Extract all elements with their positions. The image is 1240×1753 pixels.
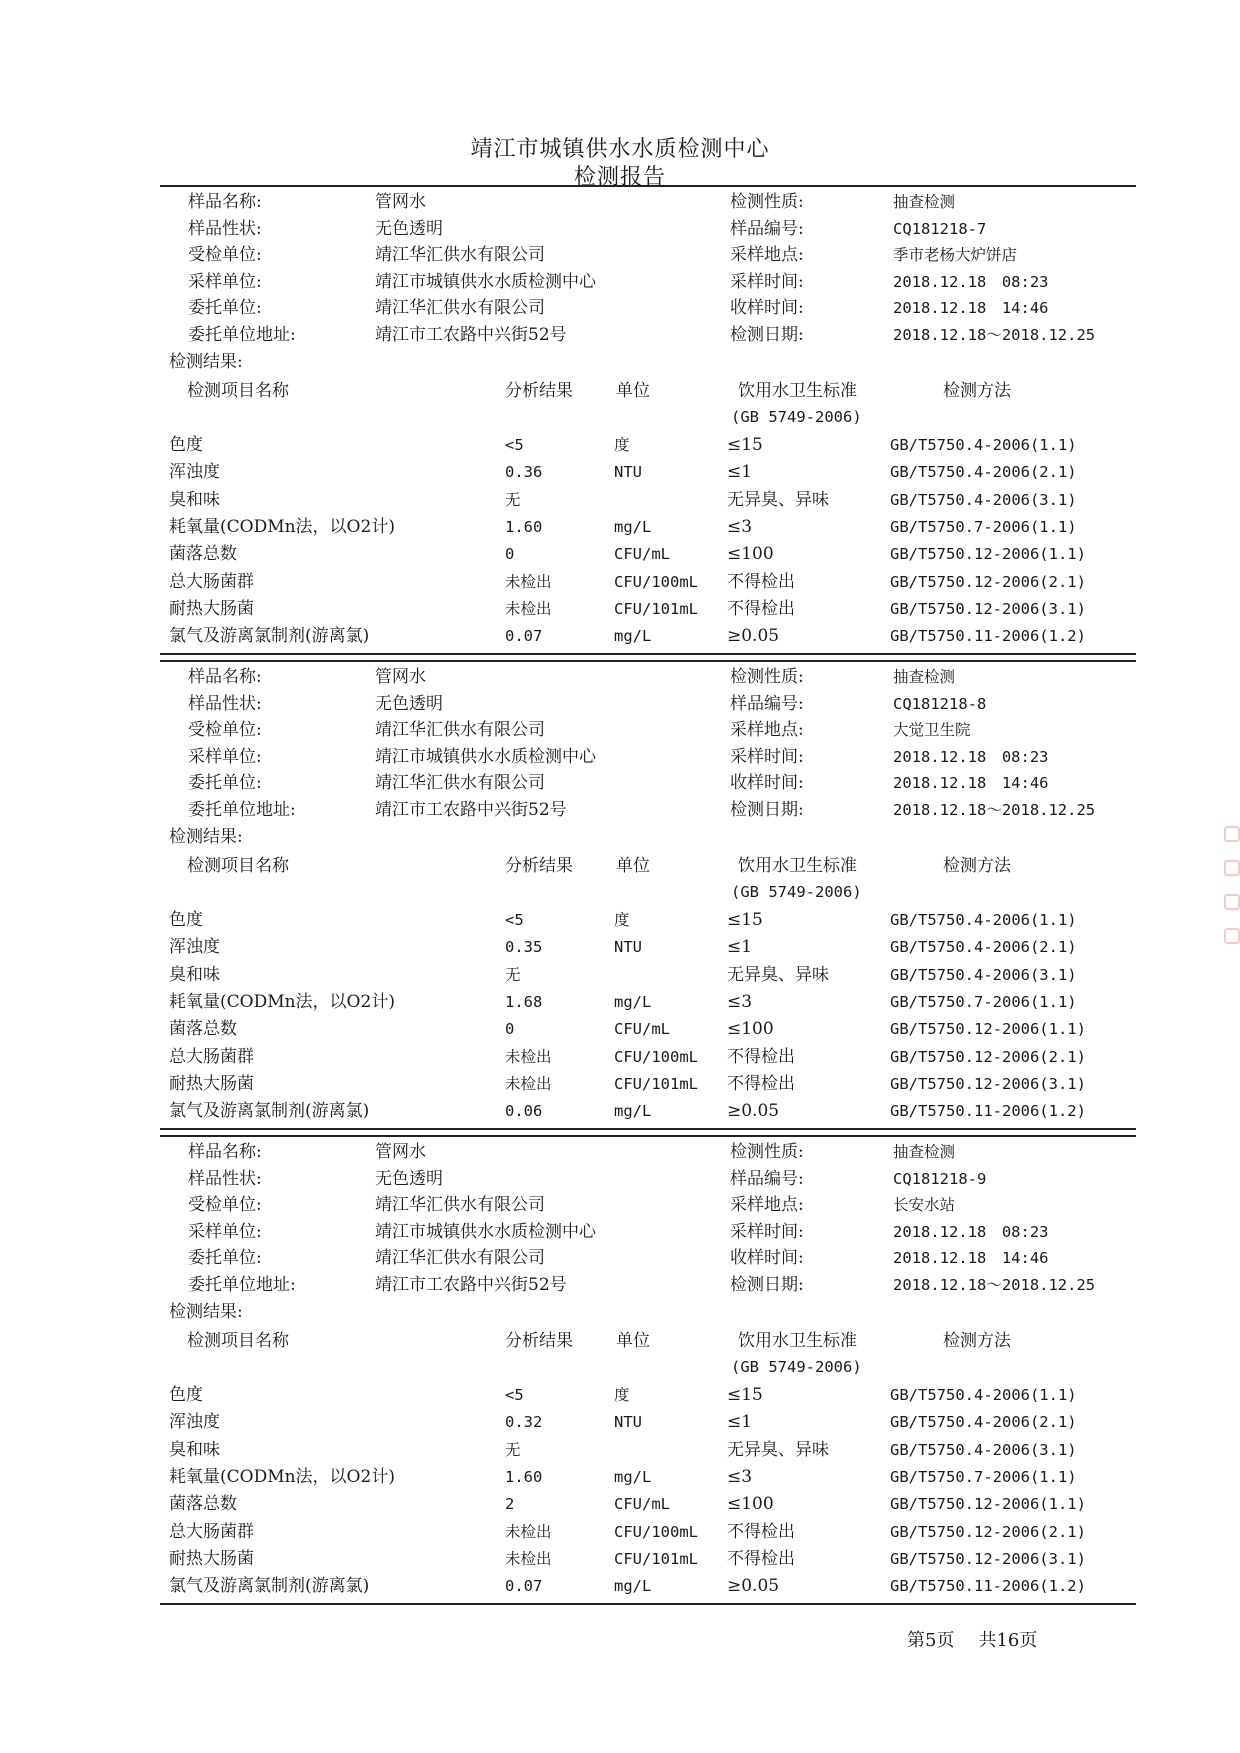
col-header-unit: 单位 bbox=[616, 381, 650, 401]
label-sampling-unit: 采样单位: bbox=[188, 1221, 262, 1242]
value-test-date: 2018.12.18～2018.12.25 bbox=[893, 325, 1096, 344]
method-odor: GB/T5750.4-2006(3.1) bbox=[890, 1440, 1077, 1459]
label-test-date: 检测日期: bbox=[730, 324, 804, 345]
result-thermo-coliform: 未检出 bbox=[505, 599, 552, 618]
result-free-chlorine: 0.07 bbox=[505, 627, 543, 646]
value-sampling-unit: 靖江市城镇供水水质检测中心 bbox=[375, 1221, 596, 1242]
value-test-nature: 抽查检测 bbox=[893, 1143, 956, 1161]
method-codmn: GB/T5750.7-2006(1.1) bbox=[890, 1467, 1077, 1486]
method-coliform: GB/T5750.12-2006(2.1) bbox=[890, 1522, 1086, 1541]
method-free-chlorine: GB/T5750.11-2006(1.2) bbox=[890, 1102, 1086, 1121]
col-header-result: 分析结果 bbox=[505, 381, 573, 401]
method-turbidity: GB/T5750.4-2006(2.1) bbox=[890, 463, 1077, 482]
label-sampling-unit: 采样单位: bbox=[188, 746, 262, 767]
standard-codmn: ≤3 bbox=[727, 516, 753, 537]
method-thermo-coliform: GB/T5750.12-2006(3.1) bbox=[890, 599, 1086, 618]
method-coliform: GB/T5750.12-2006(2.1) bbox=[890, 1047, 1086, 1066]
result-thermo-coliform: 未检出 bbox=[505, 1074, 552, 1093]
label-tested-unit: 受检单位: bbox=[188, 245, 262, 265]
standard-turbidity: ≤1 bbox=[727, 462, 753, 483]
item-coliform: 总大肠菌群 bbox=[169, 571, 254, 592]
value-tested-unit: 靖江华汇供水有限公司 bbox=[375, 1195, 545, 1215]
result-odor: 无 bbox=[505, 1440, 521, 1459]
value-sampling-unit: 靖江市城镇供水水质检测中心 bbox=[375, 746, 596, 767]
method-odor: GB/T5750.4-2006(3.1) bbox=[890, 965, 1077, 984]
standard-coliform: 不得检出 bbox=[727, 571, 795, 592]
item-free-chlorine: 氯气及游离氯制剂(游离氯) bbox=[169, 1101, 370, 1122]
method-color: GB/T5750.4-2006(1.1) bbox=[890, 911, 1077, 929]
unit-colony-count: CFU/mL bbox=[614, 545, 670, 564]
value-sample-name: 管网水 bbox=[375, 192, 426, 212]
unit-color: 度 bbox=[614, 1386, 630, 1404]
result-colony-count: 2 bbox=[505, 1495, 515, 1514]
value-sample-state: 无色透明 bbox=[375, 1168, 443, 1189]
label-tested-unit: 受检单位: bbox=[188, 720, 262, 740]
result-color: <5 bbox=[505, 911, 524, 929]
result-color: <5 bbox=[505, 436, 524, 454]
unit-turbidity: NTU bbox=[614, 1413, 642, 1432]
method-color: GB/T5750.4-2006(1.1) bbox=[890, 436, 1077, 454]
page-footer bbox=[907, 1626, 1061, 1652]
label-client-unit: 委托单位: bbox=[188, 773, 262, 793]
result-codmn: 1.60 bbox=[505, 517, 543, 536]
value-sample-state: 无色透明 bbox=[375, 693, 443, 714]
label-sample-name: 样品名称: bbox=[188, 1142, 262, 1162]
section-end-divider bbox=[160, 1603, 1136, 1605]
sample-section bbox=[160, 663, 1136, 1133]
value-sampling-time: 2018.12.18 08:23 bbox=[893, 1222, 1049, 1241]
label-test-date: 检测日期: bbox=[730, 799, 804, 820]
label-receive-time: 收样时间: bbox=[730, 773, 804, 793]
col-header-method: 检测方法 bbox=[943, 856, 1011, 876]
label-client-address: 委托单位地址: bbox=[188, 324, 296, 345]
value-sampling-time: 2018.12.18 08:23 bbox=[893, 747, 1049, 766]
item-color: 色度 bbox=[169, 435, 203, 455]
unit-colony-count: CFU/mL bbox=[614, 1495, 670, 1514]
value-sample-name: 管网水 bbox=[375, 1142, 426, 1162]
unit-free-chlorine: mg/L bbox=[614, 1577, 652, 1596]
label-sampling-time: 采样时间: bbox=[730, 746, 804, 767]
method-thermo-coliform: GB/T5750.12-2006(3.1) bbox=[890, 1074, 1086, 1093]
section-divider bbox=[160, 660, 1136, 662]
unit-coliform: CFU/100mL bbox=[614, 1047, 698, 1066]
method-colony-count: GB/T5750.12-2006(1.1) bbox=[890, 1020, 1086, 1039]
item-colony-count: 菌落总数 bbox=[169, 544, 237, 565]
result-odor: 无 bbox=[505, 490, 521, 509]
standard-coliform: 不得检出 bbox=[727, 1521, 795, 1542]
unit-free-chlorine: mg/L bbox=[614, 627, 652, 646]
value-sampling-time: 2018.12.18 08:23 bbox=[893, 272, 1049, 291]
value-client-address: 靖江市工农路中兴街52号 bbox=[375, 1274, 567, 1295]
method-turbidity: GB/T5750.4-2006(2.1) bbox=[890, 1413, 1077, 1432]
unit-free-chlorine: mg/L bbox=[614, 1102, 652, 1121]
col-header-standard: 饮用水卫生标准 bbox=[738, 1331, 857, 1351]
col-header-standard-code: (GB 5749-2006) bbox=[731, 408, 862, 426]
col-header-standard: 饮用水卫生标准 bbox=[738, 381, 857, 401]
method-codmn: GB/T5750.7-2006(1.1) bbox=[890, 517, 1077, 536]
value-test-date: 2018.12.18～2018.12.25 bbox=[893, 1275, 1096, 1294]
section-end-divider bbox=[160, 1128, 1136, 1130]
item-turbidity: 浑浊度 bbox=[169, 937, 220, 958]
value-sample-state: 无色透明 bbox=[375, 218, 443, 239]
method-colony-count: GB/T5750.12-2006(1.1) bbox=[890, 545, 1086, 564]
item-free-chlorine: 氯气及游离氯制剂(游离氯) bbox=[169, 1576, 370, 1597]
col-header-item: 检测项目名称 bbox=[187, 381, 289, 401]
value-receive-time: 2018.12.18 14:46 bbox=[893, 774, 1049, 792]
item-odor: 臭和味 bbox=[169, 489, 220, 510]
value-client-address: 靖江市工农路中兴街52号 bbox=[375, 799, 567, 820]
standard-odor: 无异臭、异味 bbox=[727, 964, 829, 985]
item-codmn: 耗氧量(CODMn法，以O2计) bbox=[169, 1466, 395, 1487]
label-sampling-site: 采样地点: bbox=[730, 1195, 804, 1215]
label-tested-unit: 受检单位: bbox=[188, 1195, 262, 1215]
item-thermo-coliform: 耐热大肠菌 bbox=[169, 1073, 254, 1094]
label-sample-no: 样品编号: bbox=[730, 218, 804, 239]
section-end-divider bbox=[160, 653, 1136, 655]
col-header-standard-code: (GB 5749-2006) bbox=[731, 883, 862, 901]
result-coliform: 未检出 bbox=[505, 572, 552, 591]
label-sample-state: 样品性状: bbox=[188, 1168, 262, 1189]
results-label: 检测结果: bbox=[169, 1302, 243, 1322]
page-number: 第5页 bbox=[907, 1630, 955, 1651]
col-header-item: 检测项目名称 bbox=[187, 856, 289, 876]
unit-codmn: mg/L bbox=[614, 992, 652, 1011]
item-codmn: 耗氧量(CODMn法，以O2计) bbox=[169, 516, 395, 537]
label-sample-name: 样品名称: bbox=[188, 192, 262, 212]
item-color: 色度 bbox=[169, 1385, 203, 1405]
standard-coliform: 不得检出 bbox=[727, 1046, 795, 1067]
value-client-unit: 靖江华汇供水有限公司 bbox=[375, 1248, 545, 1268]
item-coliform: 总大肠菌群 bbox=[169, 1521, 254, 1542]
standard-odor: 无异臭、异味 bbox=[727, 489, 829, 510]
section-divider bbox=[160, 1135, 1136, 1137]
item-odor: 臭和味 bbox=[169, 964, 220, 985]
item-colony-count: 菌落总数 bbox=[169, 1019, 237, 1040]
col-header-standard: 饮用水卫生标准 bbox=[738, 856, 857, 876]
value-sample-no: CQ181218-9 bbox=[893, 1169, 987, 1188]
method-free-chlorine: GB/T5750.11-2006(1.2) bbox=[890, 1577, 1086, 1596]
value-sample-no: CQ181218-8 bbox=[893, 694, 987, 713]
item-coliform: 总大肠菌群 bbox=[169, 1046, 254, 1067]
method-free-chlorine: GB/T5750.11-2006(1.2) bbox=[890, 627, 1086, 646]
col-header-result: 分析结果 bbox=[505, 856, 573, 876]
standard-color: ≤15 bbox=[727, 910, 763, 930]
label-test-nature: 检测性质: bbox=[730, 667, 804, 687]
sample-section bbox=[160, 1138, 1136, 1608]
label-client-address: 委托单位地址: bbox=[188, 1274, 296, 1295]
result-odor: 无 bbox=[505, 965, 521, 984]
value-test-nature: 抽查检测 bbox=[893, 668, 956, 686]
label-test-nature: 检测性质: bbox=[730, 192, 804, 212]
item-free-chlorine: 氯气及游离氯制剂(游离氯) bbox=[169, 626, 370, 647]
result-colony-count: 0 bbox=[505, 1020, 515, 1039]
report-title: 检测报告 bbox=[573, 165, 666, 190]
result-coliform: 未检出 bbox=[505, 1047, 552, 1066]
value-receive-time: 2018.12.18 14:46 bbox=[893, 299, 1049, 317]
value-receive-time: 2018.12.18 14:46 bbox=[893, 1249, 1049, 1267]
value-client-unit: 靖江华汇供水有限公司 bbox=[375, 298, 545, 318]
item-thermo-coliform: 耐热大肠菌 bbox=[169, 1548, 254, 1569]
label-sample-state: 样品性状: bbox=[188, 218, 262, 239]
page-total: 共16页 bbox=[978, 1630, 1038, 1651]
result-free-chlorine: 0.06 bbox=[505, 1102, 543, 1121]
unit-thermo-coliform: CFU/101mL bbox=[614, 1074, 698, 1093]
standard-codmn: ≤3 bbox=[727, 991, 753, 1012]
unit-thermo-coliform: CFU/101mL bbox=[614, 1549, 698, 1568]
unit-turbidity: NTU bbox=[614, 463, 642, 482]
standard-odor: 无异臭、异味 bbox=[727, 1439, 829, 1460]
label-sampling-time: 采样时间: bbox=[730, 1221, 804, 1242]
standard-turbidity: ≤1 bbox=[727, 1412, 753, 1433]
col-header-item: 检测项目名称 bbox=[187, 1331, 289, 1351]
standard-colony-count: ≤100 bbox=[727, 544, 774, 565]
standard-color: ≤15 bbox=[727, 1385, 763, 1405]
label-sampling-site: 采样地点: bbox=[730, 720, 804, 740]
unit-codmn: mg/L bbox=[614, 517, 652, 536]
value-sampling-site: 大觉卫生院 bbox=[893, 721, 971, 739]
value-tested-unit: 靖江华汇供水有限公司 bbox=[375, 245, 545, 265]
standard-thermo-coliform: 不得检出 bbox=[727, 598, 795, 619]
value-sampling-site: 季市老杨大炉饼店 bbox=[893, 246, 1018, 264]
unit-colony-count: CFU/mL bbox=[614, 1020, 670, 1039]
result-colony-count: 0 bbox=[505, 545, 515, 564]
unit-thermo-coliform: CFU/101mL bbox=[614, 599, 698, 618]
unit-color: 度 bbox=[614, 911, 630, 929]
unit-coliform: CFU/100mL bbox=[614, 572, 698, 591]
item-color: 色度 bbox=[169, 910, 203, 930]
method-thermo-coliform: GB/T5750.12-2006(3.1) bbox=[890, 1549, 1086, 1568]
method-turbidity: GB/T5750.4-2006(2.1) bbox=[890, 938, 1077, 957]
col-header-unit: 单位 bbox=[616, 856, 650, 876]
value-test-date: 2018.12.18～2018.12.25 bbox=[893, 800, 1096, 819]
label-test-date: 检测日期: bbox=[730, 1274, 804, 1295]
result-codmn: 1.68 bbox=[505, 992, 543, 1011]
result-color: <5 bbox=[505, 1386, 524, 1404]
label-test-nature: 检测性质: bbox=[730, 1142, 804, 1162]
sample-section bbox=[160, 188, 1136, 658]
col-header-method: 检测方法 bbox=[943, 381, 1011, 401]
label-sample-no: 样品编号: bbox=[730, 693, 804, 714]
label-sample-name: 样品名称: bbox=[188, 667, 262, 687]
method-codmn: GB/T5750.7-2006(1.1) bbox=[890, 992, 1077, 1011]
section-divider bbox=[160, 185, 1136, 187]
value-sampling-unit: 靖江市城镇供水水质检测中心 bbox=[375, 271, 596, 292]
seal-stamp-edge bbox=[1220, 820, 1240, 980]
label-sampling-site: 采样地点: bbox=[730, 245, 804, 265]
item-turbidity: 浑浊度 bbox=[169, 1412, 220, 1433]
result-free-chlorine: 0.07 bbox=[505, 1577, 543, 1596]
standard-codmn: ≤3 bbox=[727, 1466, 753, 1487]
result-thermo-coliform: 未检出 bbox=[505, 1549, 552, 1568]
result-turbidity: 0.35 bbox=[505, 938, 543, 957]
value-sample-no: CQ181218-7 bbox=[893, 219, 987, 238]
result-coliform: 未检出 bbox=[505, 1522, 552, 1541]
col-header-method: 检测方法 bbox=[943, 1331, 1011, 1351]
result-turbidity: 0.32 bbox=[505, 1413, 543, 1432]
label-client-unit: 委托单位: bbox=[188, 1248, 262, 1268]
label-sampling-time: 采样时间: bbox=[730, 271, 804, 292]
standard-colony-count: ≤100 bbox=[727, 1019, 774, 1040]
unit-turbidity: NTU bbox=[614, 938, 642, 957]
label-client-address: 委托单位地址: bbox=[188, 799, 296, 820]
value-test-nature: 抽查检测 bbox=[893, 193, 956, 211]
standard-thermo-coliform: 不得检出 bbox=[727, 1073, 795, 1094]
value-sampling-site: 长安水站 bbox=[893, 1196, 956, 1214]
standard-free-chlorine: ≥0.05 bbox=[727, 1576, 780, 1597]
value-client-unit: 靖江华汇供水有限公司 bbox=[375, 773, 545, 793]
standard-colony-count: ≤100 bbox=[727, 1494, 774, 1515]
method-colony-count: GB/T5750.12-2006(1.1) bbox=[890, 1495, 1086, 1514]
results-label: 检测结果: bbox=[169, 827, 243, 847]
label-sample-no: 样品编号: bbox=[730, 1168, 804, 1189]
result-turbidity: 0.36 bbox=[505, 463, 543, 482]
label-sample-state: 样品性状: bbox=[188, 693, 262, 714]
col-header-unit: 单位 bbox=[616, 1331, 650, 1351]
item-thermo-coliform: 耐热大肠菌 bbox=[169, 598, 254, 619]
value-tested-unit: 靖江华汇供水有限公司 bbox=[375, 720, 545, 740]
label-receive-time: 收样时间: bbox=[730, 1248, 804, 1268]
method-color: GB/T5750.4-2006(1.1) bbox=[890, 1386, 1077, 1404]
result-codmn: 1.60 bbox=[505, 1467, 543, 1486]
results-label: 检测结果: bbox=[169, 352, 243, 372]
method-coliform: GB/T5750.12-2006(2.1) bbox=[890, 572, 1086, 591]
label-client-unit: 委托单位: bbox=[188, 298, 262, 318]
label-sampling-unit: 采样单位: bbox=[188, 271, 262, 292]
standard-thermo-coliform: 不得检出 bbox=[727, 1548, 795, 1569]
method-odor: GB/T5750.4-2006(3.1) bbox=[890, 490, 1077, 509]
item-colony-count: 菌落总数 bbox=[169, 1494, 237, 1515]
value-client-address: 靖江市工农路中兴街52号 bbox=[375, 324, 567, 345]
standard-color: ≤15 bbox=[727, 435, 763, 455]
item-turbidity: 浑浊度 bbox=[169, 462, 220, 483]
unit-coliform: CFU/100mL bbox=[614, 1522, 698, 1541]
standard-turbidity: ≤1 bbox=[727, 937, 753, 958]
value-sample-name: 管网水 bbox=[375, 667, 426, 687]
org-title: 靖江市城镇供水水质检测中心 bbox=[470, 137, 770, 162]
item-odor: 臭和味 bbox=[169, 1439, 220, 1460]
standard-free-chlorine: ≥0.05 bbox=[727, 626, 780, 647]
item-codmn: 耗氧量(CODMn法，以O2计) bbox=[169, 991, 395, 1012]
label-receive-time: 收样时间: bbox=[730, 298, 804, 318]
unit-codmn: mg/L bbox=[614, 1467, 652, 1486]
col-header-result: 分析结果 bbox=[505, 1331, 573, 1351]
col-header-standard-code: (GB 5749-2006) bbox=[731, 1358, 862, 1376]
unit-color: 度 bbox=[614, 436, 630, 454]
standard-free-chlorine: ≥0.05 bbox=[727, 1101, 780, 1122]
